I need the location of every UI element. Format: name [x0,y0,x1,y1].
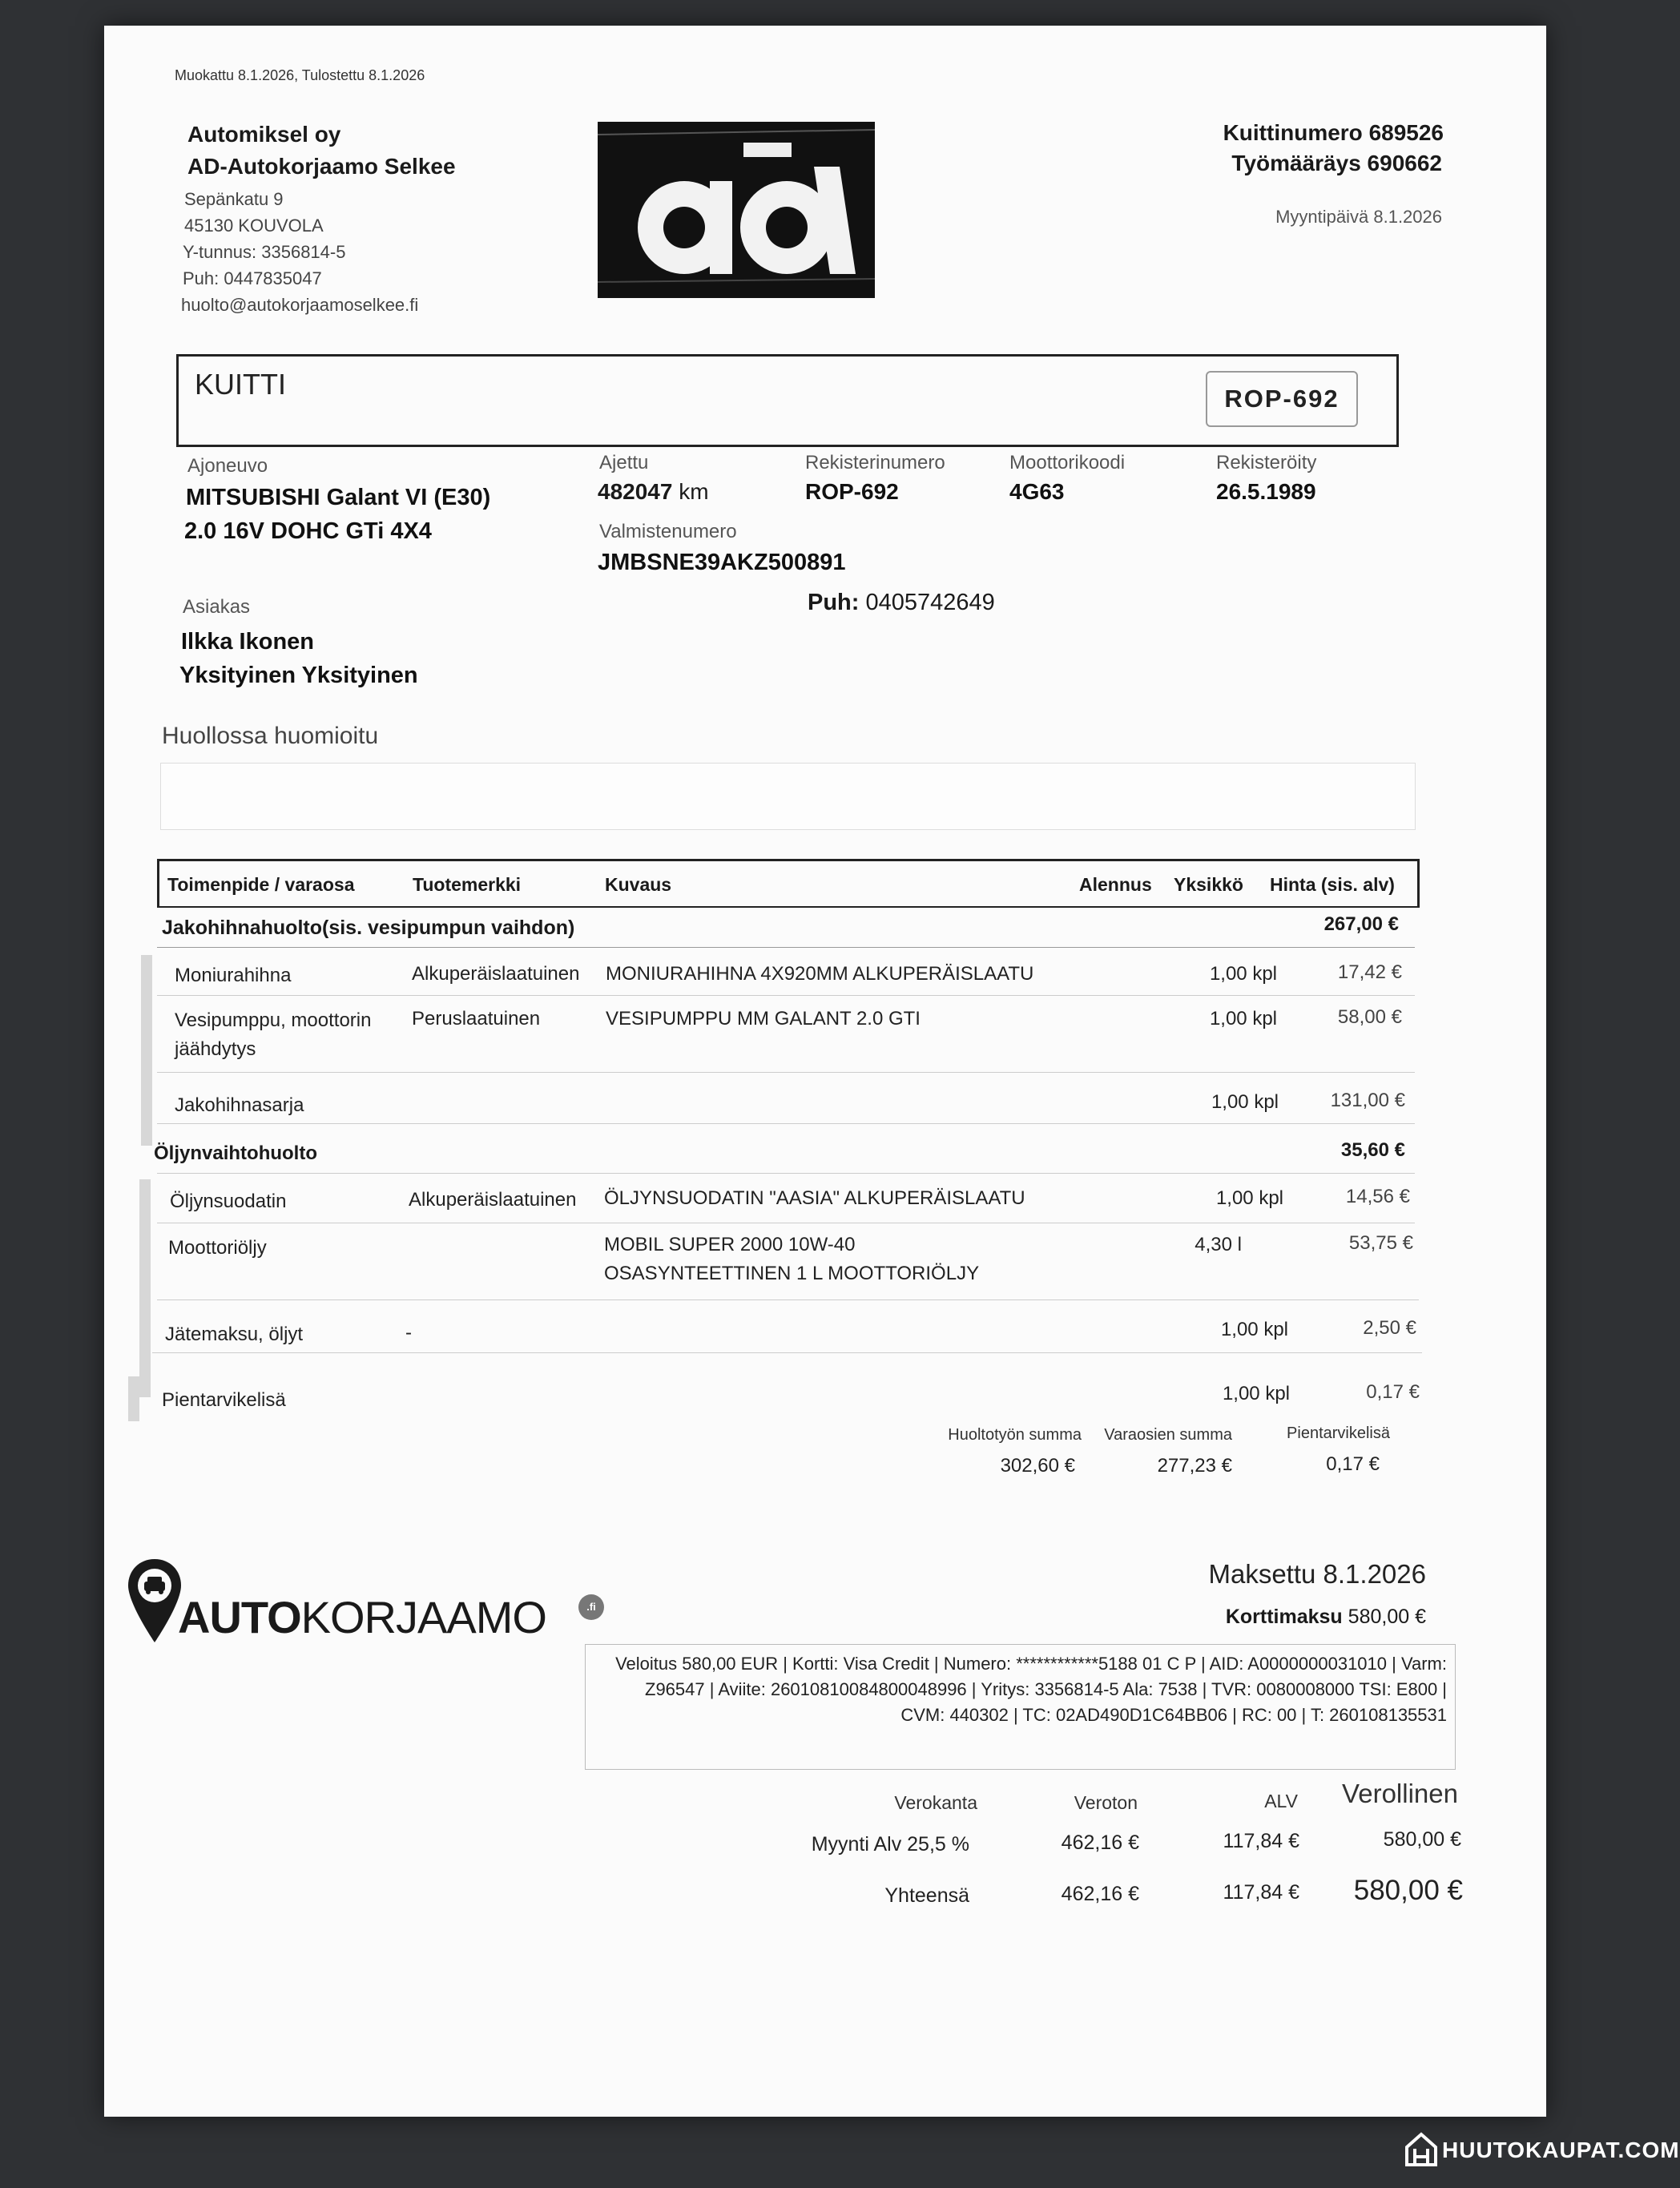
row-unit: 1,00 kpl [1215,1187,1283,1209]
vat-row-vat: 117,84 € [1223,1830,1299,1852]
customer-type: Yksityinen Yksityinen [179,663,418,688]
vat-total-label: Yhteensä [884,1884,969,1907]
company-street: Sepänkatu 9 [184,189,284,209]
card-details: Veloitus 580,00 EUR | Kortti: Visa Credit | Numero: ************5188 01 C P | AID: A0000000031010 | Varm: Z96547 | Aviite: 26010810084800048996 | Yritys: 3356814-5 Ala: 7538 | TVR: 0080008000 TSI: E800 | CVM: 440302 | TC: 02AD490D1C64BB06 | RC: 00 | T: 260108135531 [615,1654,1447,1725]
row-operation: Öljynsuodatin [170,1191,287,1212]
reg-value: ROP-692 [805,479,899,504]
row-unit: 1,00 kpl [1211,1091,1279,1113]
company-name: Automiksel oy [187,122,341,147]
row-operation: Moniurahihna [175,965,292,986]
row-divider [157,1123,1415,1124]
row-unit: 1,00 kpl [1209,1008,1277,1030]
registered-label: Rekisteröity [1216,452,1317,473]
group-oil-change: Öljynvaihtohuolto [154,1142,317,1164]
vat-row-net: 462,16 € [1061,1831,1139,1854]
row-description: MONIURAHIHNA 4X920MM ALKUPERÄISLAATU [606,963,1034,985]
row-price: 17,42 € [1337,961,1402,983]
registered-value: 26.5.1989 [1216,479,1316,504]
customer-phone [808,590,995,616]
row-operation: Vesipumppu, moottorin [175,1009,372,1031]
row-brand: Alkuperäislaatuinen [412,963,580,985]
company-phone: Puh: 0447835047 [183,268,322,288]
vat-col-net: Veroton [1074,1792,1138,1813]
labor-sum-label: Huoltotyön summa [948,1426,1082,1444]
ad-logo-icon [598,122,875,298]
engine-code-value: 4G63 [1009,479,1065,504]
group-side-bar [141,955,152,1146]
row-unit: 1,00 kpl [1220,1319,1288,1340]
col-operation: Toimenpide / varaosa [167,874,355,895]
parts-sum-value: 277,23 € [1157,1455,1232,1477]
reg-label: Rekisterinumero [805,452,945,473]
row-operation-cont: jäähdytys [175,1038,256,1060]
row-brand: Peruslaatuinen [412,1008,541,1030]
watermark-text: HUUTOKAUPAT.COM [1442,2138,1680,2162]
receipt-title-box [176,354,1399,447]
vehicle-model: MITSUBISHI Galant VI (E30) [186,485,491,510]
company-city: 45130 KOUVOLA [184,216,324,236]
vehicle-engine-spec: 2.0 16V DOHC GTi 4X4 [184,518,432,544]
receipt-title: KUITTI [195,368,286,401]
plate-badge: ROP-692 [1206,371,1358,427]
row-description: ÖLJYNSUODATIN "AASIA" ALKUPERÄISLAATU [604,1187,1025,1209]
extra-side-bar [128,1376,139,1421]
vat-col-vat: ALV [1264,1791,1298,1811]
row-description-cont: OSASYNTEETTINEN 1 L MOOTTORIÖLJY [604,1263,980,1284]
company-email: huolto@autokorjaamoselkee.fi [181,295,419,315]
vin-value: JMBSNE39AKZ500891 [598,550,846,575]
payment-method-value: 580,00 € [1348,1606,1426,1628]
print-info: Muokattu 8.1.2026, Tulostettu 8.1.2026 [175,67,425,83]
row-price: 2,50 € [1363,1317,1416,1339]
mileage [598,479,709,505]
items-table-header [157,859,1420,908]
col-unit: Yksikkö [1174,874,1243,895]
receipt-paper [104,26,1546,2117]
row-description: VESIPUMPPU MM GALANT 2.0 GTI [606,1008,921,1030]
card-details-box [585,1644,1456,1770]
row-operation: Pientarvikelisä [162,1389,286,1411]
row-price: 0,17 € [1366,1381,1420,1403]
row-operation: Moottoriöljy [168,1237,267,1259]
mileage-value: 482047 [598,479,673,504]
work-order-number: Työmääräys 690662 [1231,151,1442,175]
vat-col-base: Verokanta [894,1792,977,1813]
row-divider [157,947,1415,948]
paid-date: Maksettu 8.1.2026 [1208,1559,1426,1589]
row-divider [157,1072,1415,1073]
group-timing-belt-total: 267,00 € [1323,913,1399,935]
col-price: Hinta (sis. alv) [1270,874,1395,895]
mileage-unit: km [679,479,709,504]
vin-label: Valmistenumero [599,521,737,542]
ad-logo [598,122,875,298]
fi-badge: .fi [578,1594,604,1620]
notes-box [160,763,1416,830]
customer-phone-value: 0405742649 [865,590,995,615]
group-side-bar [139,1179,151,1397]
group-timing-belt: Jakohihnahuolto(sis. vesipumpun vaihdon) [162,917,575,939]
row-price: 58,00 € [1337,1006,1402,1028]
row-operation: Jakohihnasarja [175,1094,304,1116]
row-price: 53,75 € [1348,1232,1413,1254]
vat-total-net: 462,16 € [1061,1883,1139,1905]
row-brand: Alkuperäislaatuinen [409,1189,577,1211]
customer-label: Asiakas [183,596,251,618]
col-brand: Tuotemerkki [413,874,522,895]
payment-method [1226,1606,1426,1629]
vat-total-gross: 580,00 € [1353,1875,1463,1906]
sale-date: Myyntipäivä 8.1.2026 [1275,207,1442,227]
vat-row-label: Myynti Alv 25,5 % [811,1833,969,1856]
payment-method-label: Korttimaksu [1225,1606,1343,1628]
row-description: MOBIL SUPER 2000 10W-40 [604,1234,856,1255]
mileage-label: Ajettu [599,452,649,473]
location-pin-icon [127,1557,183,1646]
row-brand: - [405,1322,412,1344]
vehicle-label: Ajoneuvo [187,455,268,477]
row-divider [152,1352,1422,1353]
house-icon [1404,2131,1439,2166]
watermark-logo [1404,2131,1439,2166]
shop-name: AD-Autokorjaamo Selkee [187,154,456,179]
row-price: 131,00 € [1330,1090,1405,1111]
row-divider [157,995,1415,996]
misc-sum-label: Pientarvikelisä [1287,1424,1390,1442]
vat-row-gross: 580,00 € [1383,1828,1461,1851]
row-unit: 4,30 l [1195,1234,1242,1255]
misc-sum-value: 0,17 € [1326,1453,1380,1475]
col-description: Kuvaus [605,874,672,895]
col-discount: Alennus [1079,874,1152,895]
customer-phone-label: Puh: [808,590,860,615]
labor-sum-value: 302,60 € [1000,1455,1075,1477]
autokorjaamo-wordmark: AUTOKORJAAMO [178,1592,546,1642]
row-unit: 1,00 kpl [1222,1383,1290,1404]
notes-label: Huollossa huomioitu [162,723,379,749]
customer-name: Ilkka Ikonen [181,629,315,655]
company-business-id: Y-tunnus: 3356814-5 [183,242,346,262]
receipt-number: Kuittinumero 689526 [1223,120,1444,145]
parts-sum-label: Varaosien summa [1104,1426,1232,1444]
engine-code-label: Moottorikoodi [1009,452,1126,473]
row-operation: Jätemaksu, öljyt [165,1324,304,1345]
row-divider [157,1173,1415,1174]
vat-col-gross: Verollinen [1342,1779,1458,1808]
group-oil-change-total: 35,60 € [1340,1139,1405,1161]
vat-total-vat: 117,84 € [1223,1881,1299,1904]
row-unit: 1,00 kpl [1209,963,1277,985]
row-price: 14,56 € [1345,1186,1410,1207]
